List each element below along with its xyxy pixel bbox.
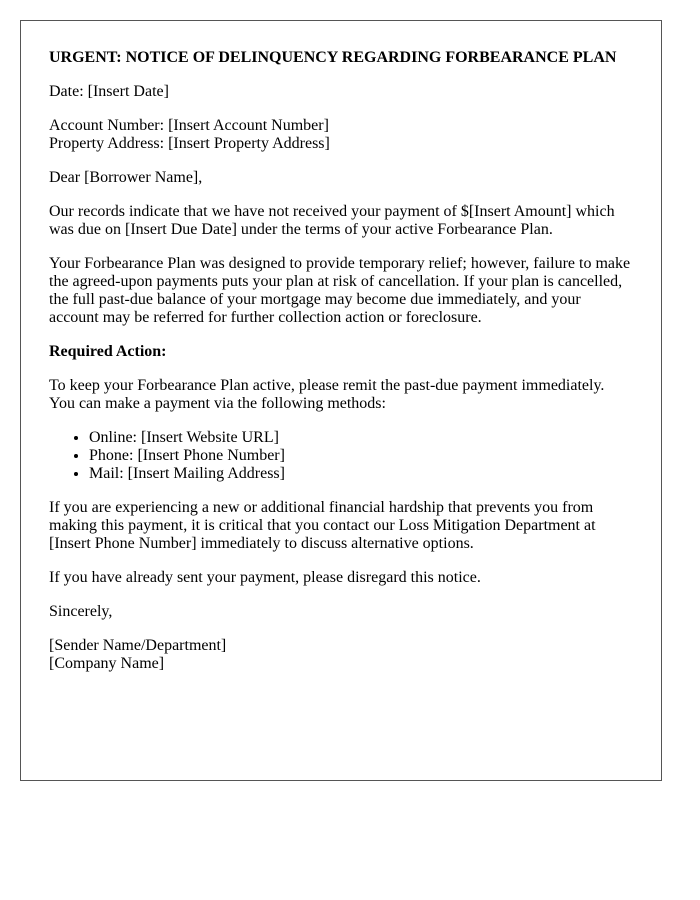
account-number-line: Account Number: [Insert Account Number] xyxy=(49,117,329,134)
paragraph-remit: To keep your Forbearance Plan active, please remit the past-due payment immediately. You can make a payment via the following methods: xyxy=(49,377,605,412)
property-address-line: Property Address: [Insert Property Address] xyxy=(49,135,330,152)
signature-block xyxy=(49,637,632,673)
paragraph-disregard: If you have already sent your payment, please disregard this notice. xyxy=(49,569,481,586)
paragraph-payment-missed: Our records indicate that we have not received your payment of $[Insert Amount] which was due on [Insert Due Date] under the terms of your active Forbearance Plan. xyxy=(49,203,615,238)
sender-name: [Sender Name/Department] xyxy=(49,637,227,654)
payment-method-online: • Online: [Insert Website URL] xyxy=(89,429,632,447)
closing: Sincerely, xyxy=(49,603,113,620)
required-action-heading: Required Action: xyxy=(49,343,167,360)
payment-method-mail: • Mail: [Insert Mailing Address] xyxy=(89,465,632,483)
paragraph-hardship: If you are experiencing a new or additional financial hardship that prevents you from making this payment, it is critical that you contact our Loss Mitigation Department at [Insert Phone Number] immediately to discuss alternative options. xyxy=(49,499,596,552)
payment-method-phone: • Phone: [Insert Phone Number] xyxy=(89,447,632,465)
letter-title: URGENT: NOTICE OF DELINQUENCY REGARDING FORBEARANCE PLAN xyxy=(49,49,617,66)
paragraph-risk: Your Forbearance Plan was designed to provide temporary relief; however, failure to make the agreed-upon payments puts your plan at risk of cancellation. If your plan is cancelled, the full past-due balance of your mortgage may become due immediately, and your account may be referred for further collection action or foreclosure. xyxy=(49,255,631,326)
salutation: Dear [Borrower Name], xyxy=(49,169,203,186)
account-info xyxy=(49,117,632,153)
letter xyxy=(20,20,662,781)
payment-methods-list xyxy=(49,429,632,483)
date-line: Date: [Insert Date] xyxy=(49,83,169,100)
company-name: [Company Name] xyxy=(49,655,165,672)
